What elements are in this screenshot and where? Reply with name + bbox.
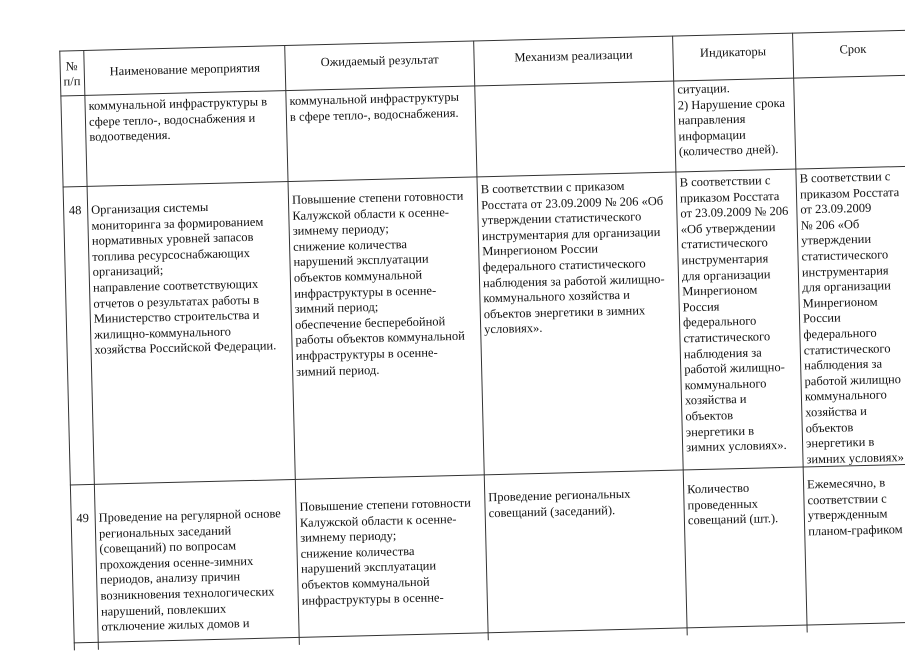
row-49-num: 49: [76, 510, 90, 526]
row-49-mechanism: Проведение региональных совещаний (заседаний).: [488, 486, 631, 520]
row-48-name: Организация системы мониторинга за формированием нормативных уровней запасов топлива ресурсоснабжающих организаций; направление соответствующих отчетов о результатах работы в Министерство строительства и жилищно-коммунального хозяйства Российской Федерации.: [90, 199, 277, 358]
continued-name: коммунальной инфраструктуры в сфере тепло-, водоснабжения и водоотведения.: [88, 94, 268, 145]
row-48-result: Повышение степени готовности Калужской области к осенне- зимнему периоду; снижение количества нарушений эксплуатации объектов коммунальной инфраструктуры в осенне- зимний период; обеспечение бесперебойной работы объектов коммунальной инфраструктуры в осенне- зимний период.: [291, 188, 465, 379]
row-48-num: 48: [68, 203, 82, 218]
continued-result: коммунальной инфраструктуры в сфере тепло-, водоснабжения.: [289, 89, 460, 124]
row-48-mechanism: В соответствии с приказом Росстата от 23.09.2009 № 206 «Об утверждении статистического инструментария для организации Минрегионом России федерального статистического наблюдения за работой жилищно- коммунального хозяйства и объектов энергетики в зимних условиях».: [480, 178, 665, 337]
row-49-indicators: Количество проведенных совещаний (шт.).: [686, 480, 779, 528]
row-49-result: Повышение степени готовности Калужской области к осенне- зимнему периоду; снижение количества нарушений эксплуатации объектов коммунальной инфраструктуры в осенне-: [299, 495, 471, 608]
header-deadline: Срок: [839, 41, 867, 57]
row-48-indicators: В соответствии с приказом Росстата от 23.09.2009 № 206 «Об утверждении статистического инструментария для организации Минрегионом Россия федерального статистического наблюдения за работой жилищно- коммунального хозяйства и объектов энергетики в зимних условиях».: [679, 173, 789, 455]
column-border-left: [59, 51, 75, 651]
header-name: Наименование мероприятия: [109, 60, 261, 79]
header-result: Ожидаемый результат: [320, 52, 439, 70]
continued-indicators: ситуации. 2) Нарушение срока направления информации (количество дней).: [677, 81, 786, 159]
row-49-name: Проведение на регулярной основе региональных заседаний (совещаний) по вопросам прохождения осенне-зимних периодов, анализу причин возникновения технологических нарушений, повлекших отключение жилых домов и: [98, 506, 281, 634]
row-48-deadline: В соответствии с приказом Росстата от 23.09.2009 № 206 «Об утверждении статистического инструментария для организации Минрегионом России федерального статистического наблюдения за работой жилищно коммунального хозяйства и объектов энергетики в зимних условиях»: [799, 169, 905, 467]
row-49-deadline: Ежемесячно, в соответствии с утвержденным планом-графиком: [806, 475, 903, 539]
header-mechanism: Механизм реализации: [514, 47, 633, 65]
header-num: № п/п: [63, 59, 81, 89]
header-indicators: Индикаторы: [699, 44, 767, 60]
